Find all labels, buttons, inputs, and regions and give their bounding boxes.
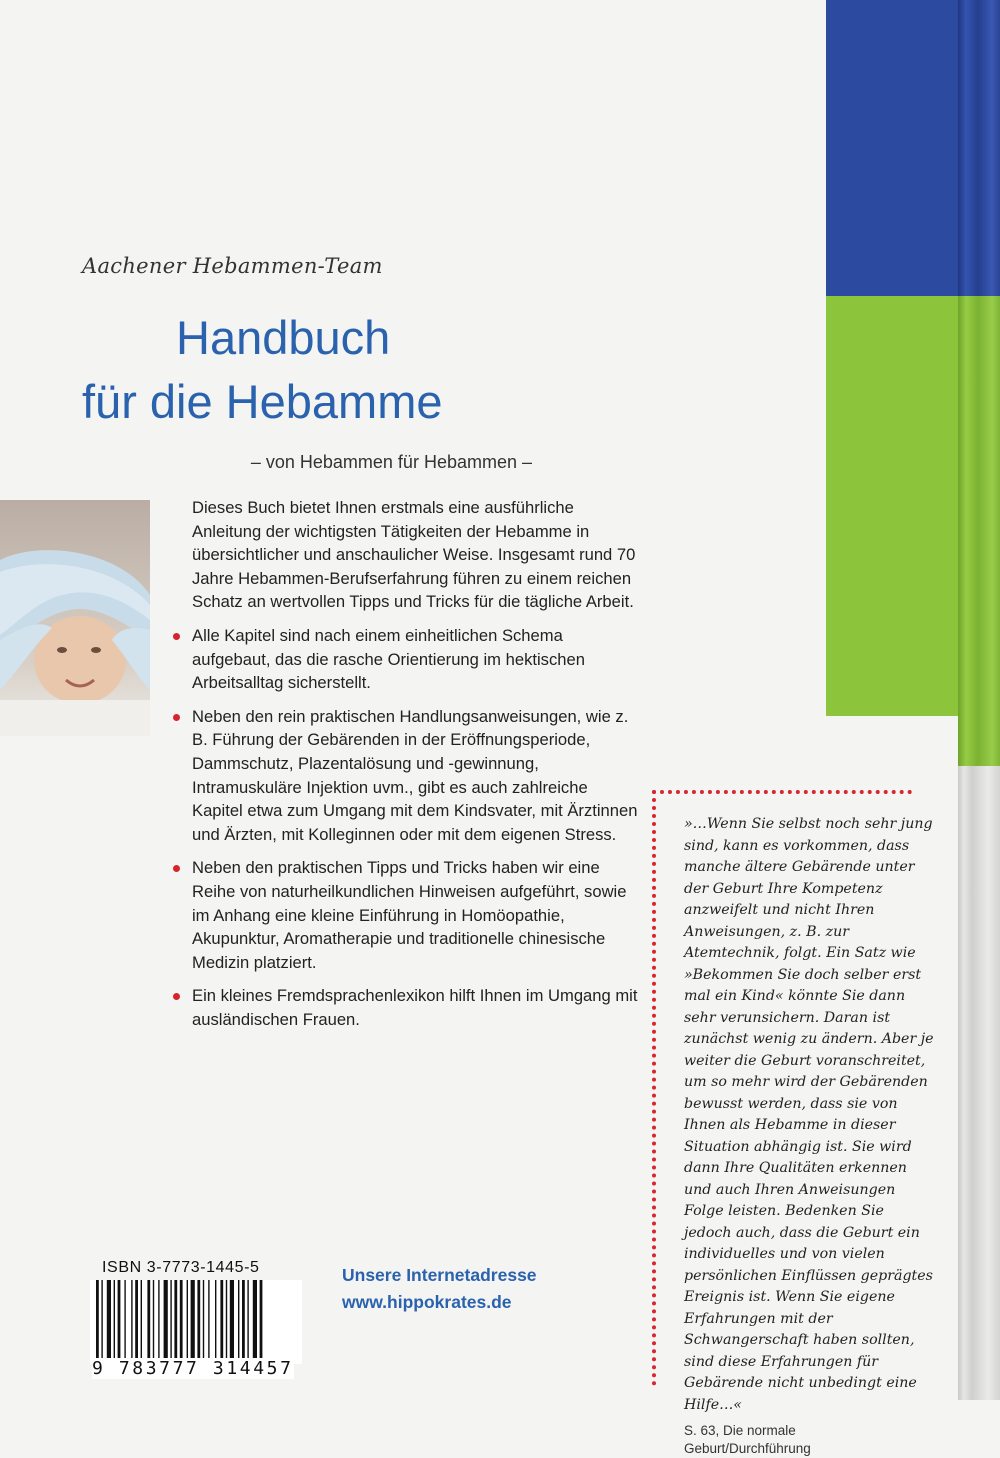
barcode [90, 1280, 302, 1364]
list-item [173, 624, 643, 695]
website-block [342, 1262, 537, 1316]
color-bar-blue [826, 0, 958, 296]
book-spine-green [958, 296, 1000, 766]
description [173, 496, 643, 1041]
list-item [173, 856, 643, 974]
book-subtitle: – von Hebammen für Hebammen – [250, 452, 532, 472]
bullet-dot-icon [173, 865, 180, 872]
list-item [173, 705, 643, 847]
intro-paragraph: Dieses Buch bietet Ihnen erstmals eine ausführliche Anleitung der wichtigsten Tätigkeiten der Hebamme in übersichtlicher und anschaulicher Weise. Insgesamt rund 70 Jahre Hebammen-Berufserfahrung führen zu einem reichen Schatz an wertvollen Tipps und Tricks für die tägliche Arbeit. [192, 498, 636, 612]
list-item [173, 984, 643, 1031]
title-line-2: für die Hebamme [82, 375, 443, 428]
author-name: Aachener Hebammen-Team [82, 254, 383, 278]
list-item-text: Neben den praktischen Tipps und Tricks haben wir eine Reihe von naturheilkundlichen Hinweisen aufgeführt, sowie im Anhang eine kleine Einführung in Homöopathie, Akupunktur, Aromatherapie und traditionelle chinesische Medizin platziert. [192, 858, 627, 972]
book-spine-blue [958, 0, 1000, 296]
feature-list [173, 624, 643, 1032]
list-item-text: Alle Kapitel sind nach einem einheitlichen Schema aufgebaut, das die rasche Orientierung im hektischen Arbeitsalltag sicherstellt. [192, 625, 585, 693]
quote-source: S. 63, Die normale Geburt/Durchführung [684, 1423, 811, 1456]
list-item-text: Ein kleines Fremdsprachenlexikon hilft Ihnen im Umgang mit ausländischen Frauen. [192, 986, 638, 1029]
website-url[interactable]: www.hippokrates.de [342, 1292, 512, 1312]
bullet-dot-icon [173, 993, 180, 1000]
quote-text: »…Wenn Sie selbst noch sehr jung sind, kann es vorkommen, dass manche ältere Gebärende unter der Geburt Ihre Kompetenz anzweifelt und nicht Ihren Anweisungen, z. B. zur Atemtechnik, folgt. Ein Satz wie »Bekommen Sie doch selber erst mal ein Kind« könnte Sie dann sehr verunsichern. Daran ist zunächst wenig zu ändern. Aber je weiter die Geburt voranschreitet, um so mehr wird der Gebärenden bewusst werden, dass sie von Ihnen als Hebamme in dieser Situation abhängig ist. Sie wird dann Ihre Qualitäten erkennen und auch Ihren Anweisungen Folge leisten. Bedenken Sie jedoch auch, dass die Geburt ein individuelles und von vielen persönlichen Einflüssen geprägtes Ereignis ist. Wenn Sie eigene Erfahrungen mit der Schwangerschaft haben sollten, sind diese Erfahrungen für Gebärende nicht unbedingt eine Hilfe…« [684, 816, 934, 1413]
barcode-number: 9 783777 314457 [92, 1358, 294, 1379]
quote-box [652, 790, 934, 1456]
bullet-dot-icon [173, 633, 180, 640]
baby-photo [0, 500, 150, 736]
title-line-1: Handbuch [176, 311, 391, 364]
website-label: Unsere Internetadresse [342, 1265, 537, 1285]
bullet-dot-icon [173, 714, 180, 721]
isbn-label: ISBN 3-7773-1445-5 [102, 1259, 260, 1276]
color-bar-green [826, 296, 958, 716]
list-item-text: Neben den rein praktischen Handlungsanweisungen, wie z. B. Führung der Gebärenden in der Eröffnungsperiode, Dammschutz, Plazentalösung und -gewinnung, Intramuskuläre Injektion uvm., gibt es auch zahlreiche Kapitel etwa zum Umgang mit dem Kindsvater, mit Ärztinnen und Ärzten, mit Kolleginnen oder mit dem eigenen Stress. [192, 706, 638, 844]
book-title [82, 306, 602, 434]
